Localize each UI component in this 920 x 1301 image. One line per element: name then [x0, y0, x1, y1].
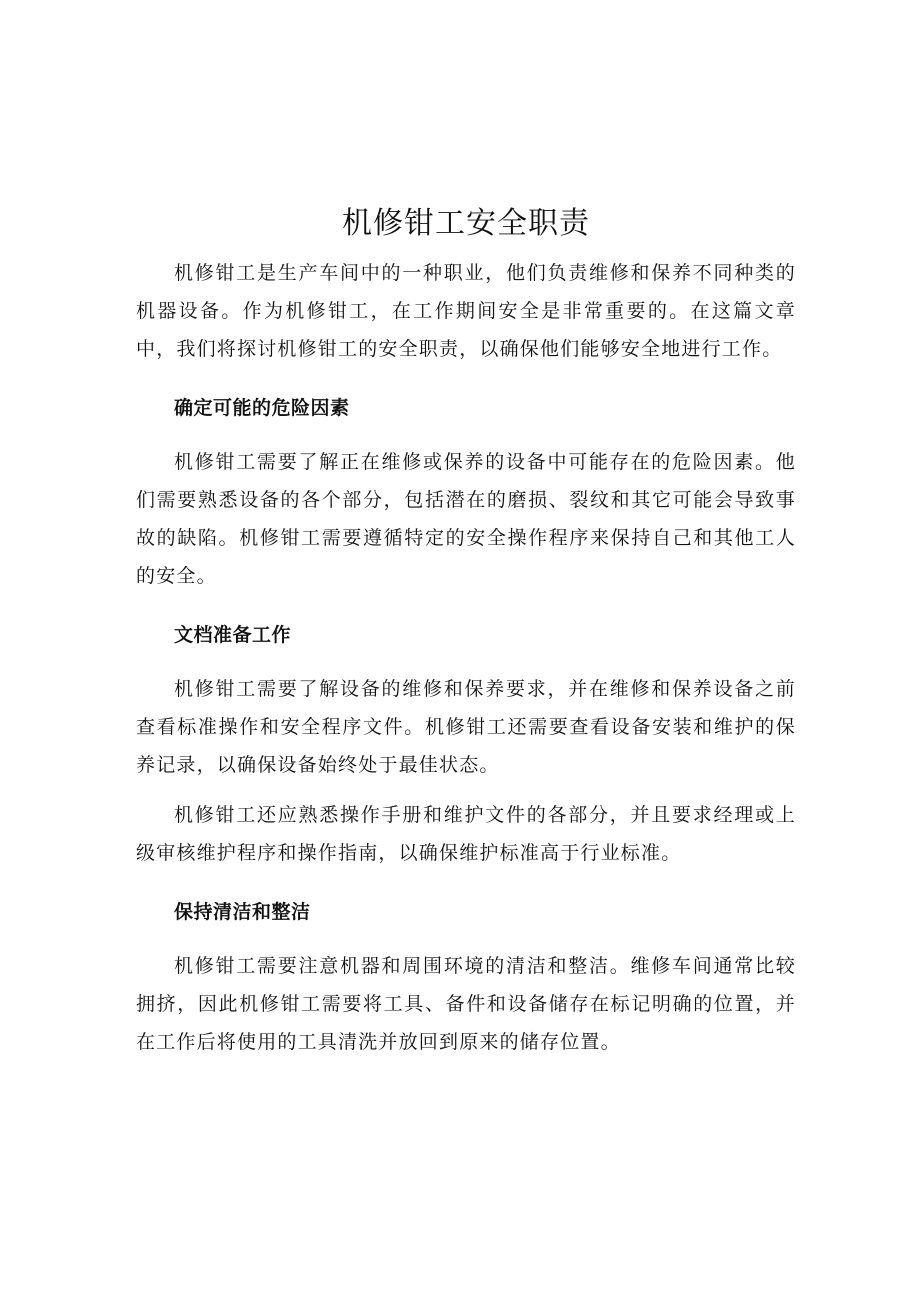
document-page — [136, 198, 796, 1061]
section-paragraph-documentation-1: 机修钳工需要了解设备的维修和保养要求，并在维修和保养设备之前查看标准操作和安全程序文件。机修钳工还需要查看设备安装和维护的保养记录，以确保设备始终处于最佳状态。 — [136, 678, 796, 776]
document-title: 机修钳工安全职责 — [342, 206, 590, 241]
section-heading-documentation: 文档准备工作 — [174, 624, 292, 646]
section-paragraph-documentation-2: 机修钳工还应熟悉操作手册和维护文件的各部分，并且要求经理或上级审核维护程序和操作指南，以确保维护标准高于行业标准。 — [136, 804, 796, 864]
section-paragraph-hazards: 机修钳工需要了解正在维修或保养的设备中可能存在的危险因素。他们需要熟悉设备的各个部分，包括潜在的磨损、裂纹和其它可能会导致事故的缺陷。机修钳工需要遵循特定的安全操作程序来保持自己和其他工人的安全。 — [136, 451, 796, 587]
intro-paragraph: 机修钳工是生产车间中的一种职业，他们负责维修和保养不同种类的机器设备。作为机修钳工，在工作期间安全是非常重要的。在这篇文章中，我们将探讨机修钳工的安全职责，以确保他们能够安全地进行工作。 — [136, 262, 796, 360]
section-heading-hazards: 确定可能的危险因素 — [174, 397, 350, 419]
section-paragraph-cleanliness: 机修钳工需要注意机器和周围环境的清洁和整洁。维修车间通常比较拥挤，因此机修钳工需要将工具、备件和设备储存在标记明确的位置，并在工作后将使用的工具清洗并放回到原来的储存位置。 — [136, 955, 796, 1053]
section-heading-cleanliness: 保持清洁和整洁 — [174, 901, 311, 923]
